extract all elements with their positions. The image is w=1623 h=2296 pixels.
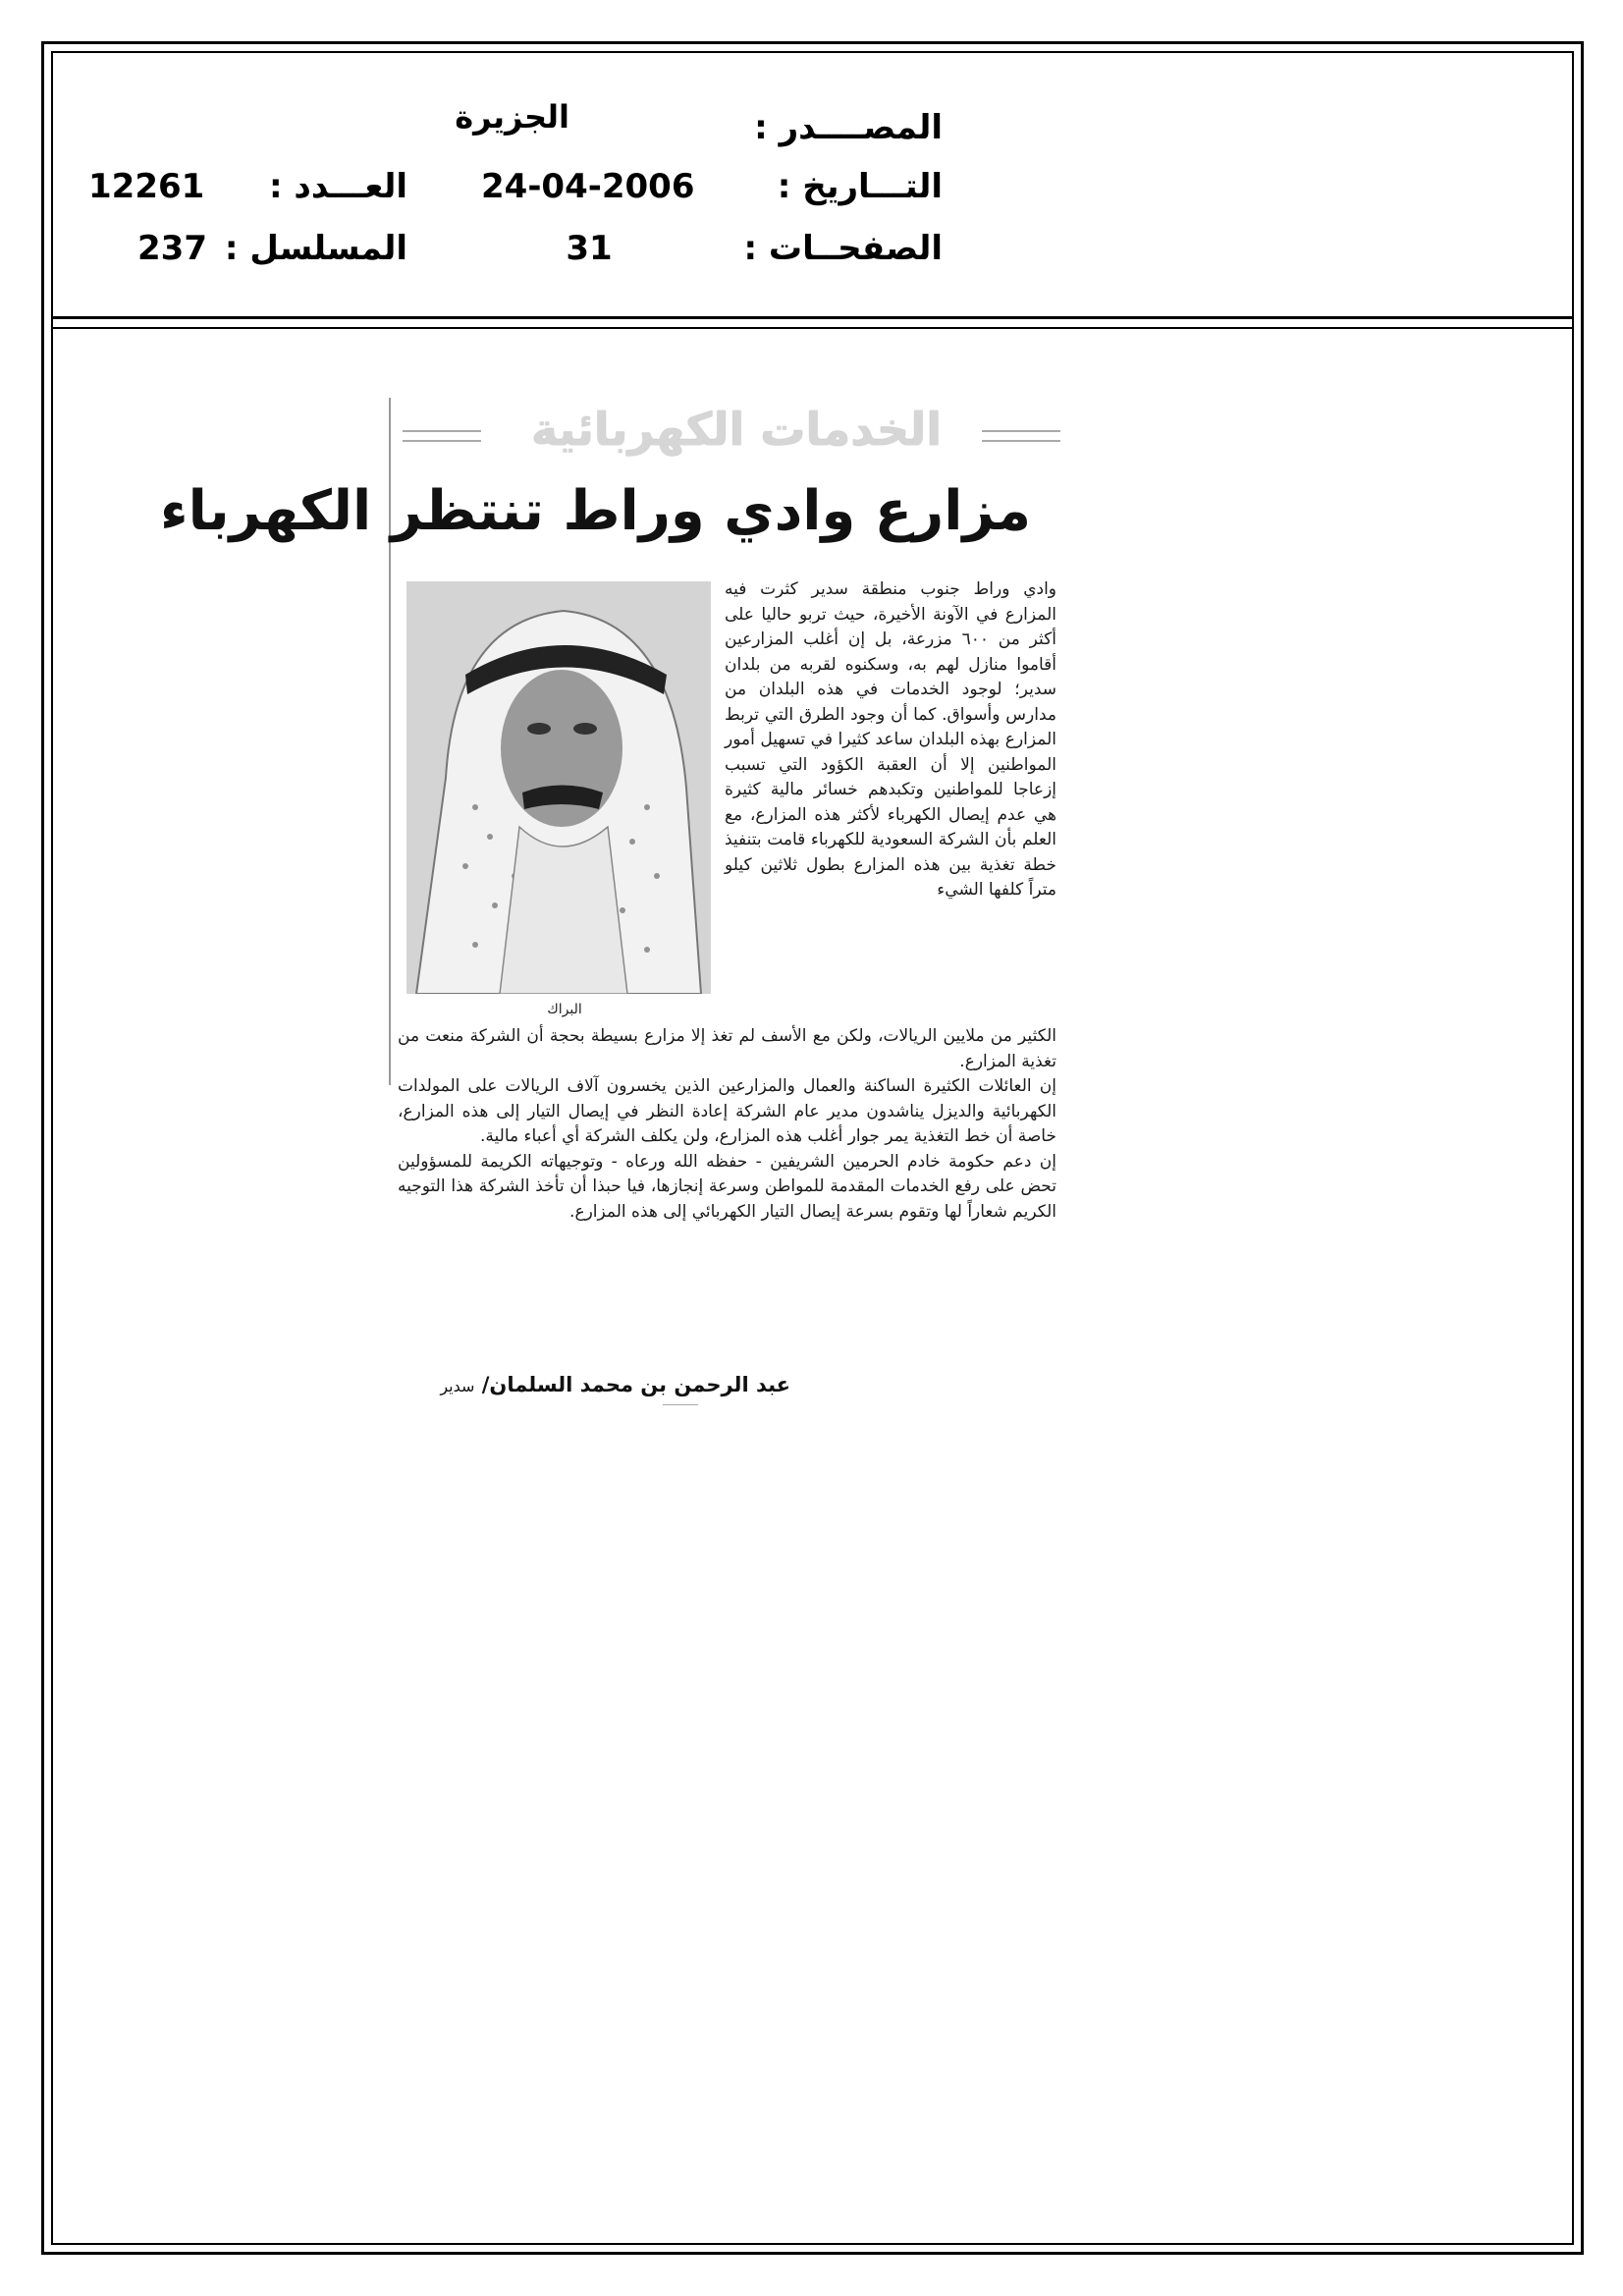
byline-place: سدير [440,1377,475,1395]
source-value: الجزيرة [455,98,569,136]
article-paragraph: وادي وراط جنوب منطقة سدير كثرت فيه المزارع في الآونة الأخيرة، حيث تربو حاليا على أكثر من ٦٠٠ مزرعة، بل إن أغلب المزارعين أقاموا منازل لهم به، وسكنوه لقربه من بلدان سدير؛ لوجود الخدمات في هذه البلدان من مدارس وأسواق. كما أن وجود الطرق التي تربط المزارع بهذه البلدان ساعد كثيرا في تسهيل أمور المواطنين إلا أن العقبة الكؤود التي تسبب إزعاجا للمواطنين وتكبدهم خسائر مالية كثيرة هي عدم إيصال الكهرباء لأكثر هذه المزارع، مع العلم بأن الشركة السعودية للكهرباء قامت بتنفيذ خطة تغذية بين هذه المزارع بطول ثلاثين كيلو متراً كلفها الشيء [725,579,1057,900]
issue-value: 12261 [88,167,205,206]
source-label: المصــــدر : [754,108,943,147]
author-photo [406,581,711,994]
date-label: التـــاريخ : [777,167,943,206]
section-decoration-left [403,430,481,442]
photo-caption: البراك [547,1002,582,1017]
serial-label: المسلسل : [224,229,407,268]
section-label: الخدمات الكهربائية [530,403,943,456]
pages-label: الصفحــات : [743,229,943,268]
article-headline: مزارع وادي وراط تنتظر الكهرباء [159,479,1031,543]
date-value: 24-04-2006 [481,167,695,206]
article-paragraph: إن العائلات الكثيرة الساكنة والعمال والمزارعين الذين يخسرون آلاف الريالات على المولدات الكهربائية والديزل يناشدون مدير عام الشركة إعادة النظر في إيصال التيار إلى هذه المزارع، خاصة أن خط التغذية يمر جوار أغلب هذه المزارع، ولن يكلف الشركة أي أعباء مالية. [398,1076,1056,1146]
header-separator [51,316,1574,319]
issue-label: العـــدد : [269,167,407,206]
article-paragraph: الكثير من ملايين الريالات، ولكن مع الأسف لم تغذ إلا مزارع بسيطة بحجة أن الشركة منعت من تغذية المزارع. [398,1026,1056,1071]
article-body-column [725,577,1056,903]
serial-value: 237 [137,229,207,268]
section-decoration-right [982,430,1060,442]
pages-value: 31 [566,229,613,268]
article-byline [398,1373,790,1396]
article-paragraph: إن دعم حكومة خادم الحرمين الشريفين - حفظه الله ورعاه - وتوجيهاته الكريمة للمسؤولين تحض على رفع الخدمات المقدمة للمواطن وسرعة إنجازها، فيا حبذا أن تأخذ الشركة هذا التوجيه الكريم شعاراً لها وتقوم بسرعة إيصال التيار الكهربائي إلى هذه المزارع. [398,1151,1056,1222]
article-body-wide [398,1024,1056,1225]
portrait-image [406,581,711,994]
end-mark [663,1404,698,1405]
byline-name: عبد الرحمن بن محمد السلمان/ [481,1373,790,1396]
header-separator-inner [51,327,1574,329]
